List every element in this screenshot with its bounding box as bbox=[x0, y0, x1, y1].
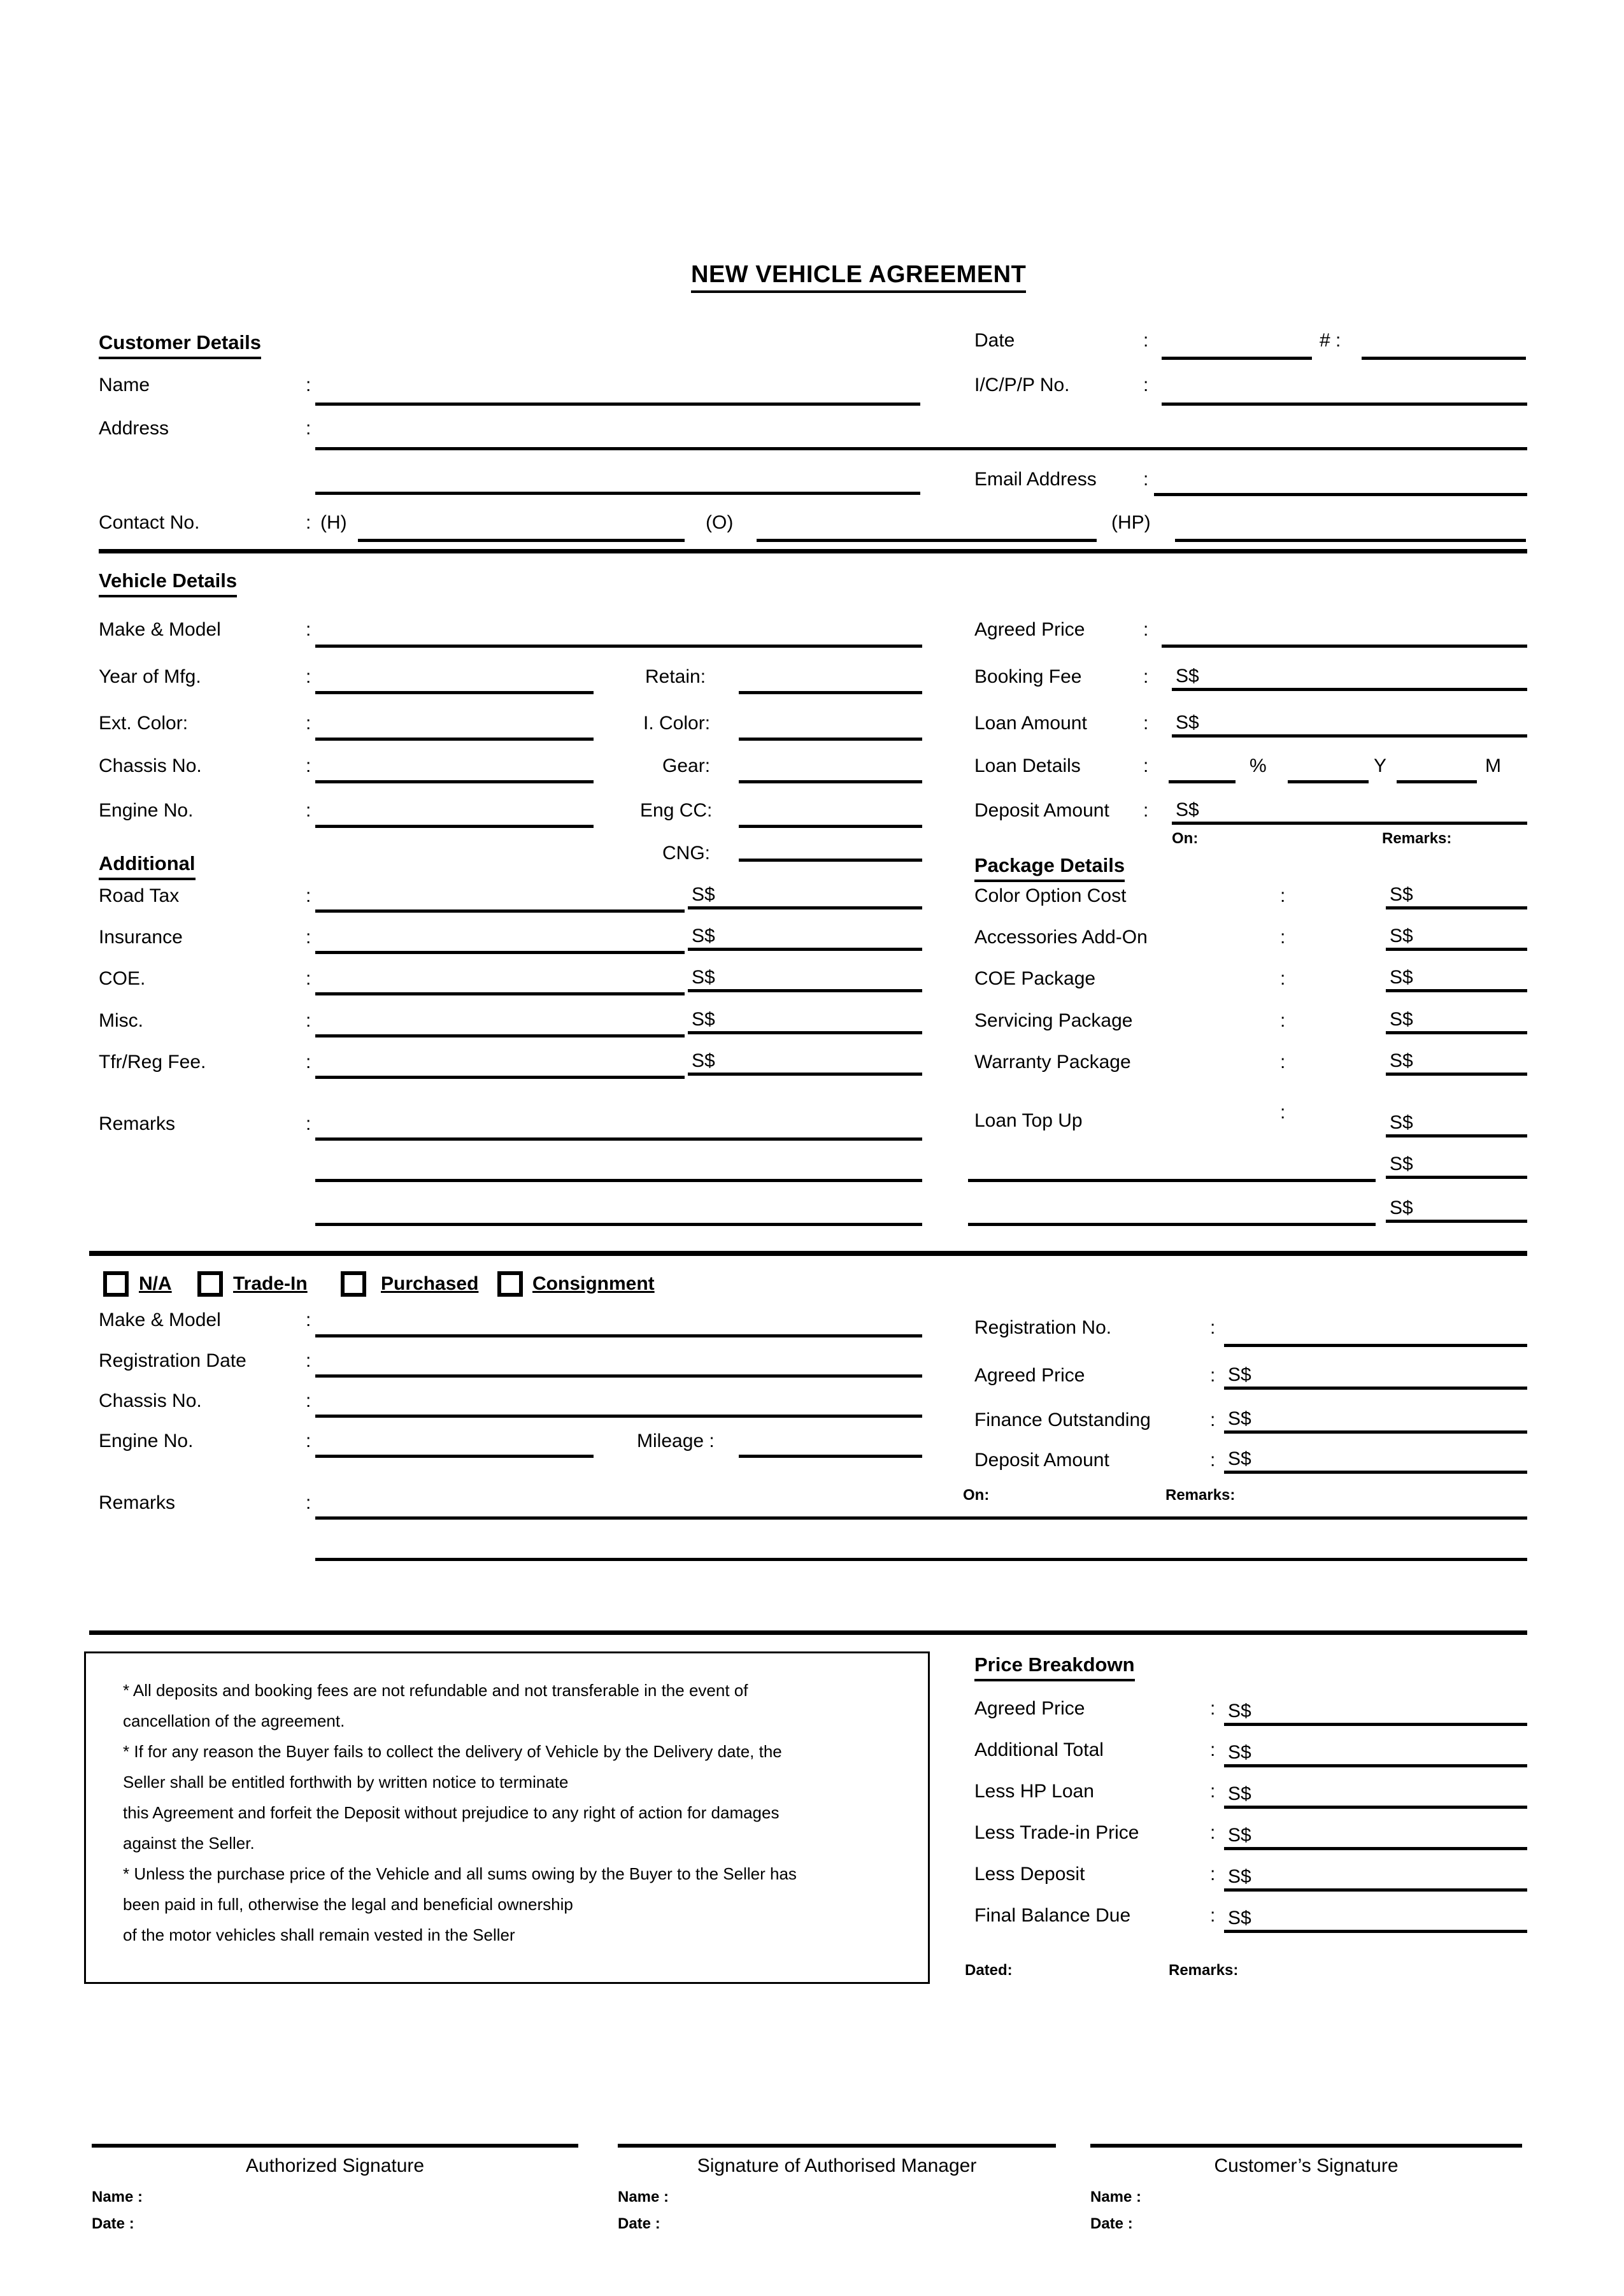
currency-prefix: S$ bbox=[1228, 1783, 1251, 1804]
colon: : bbox=[306, 374, 311, 396]
misc-label: Misc. bbox=[99, 1010, 143, 1031]
currency-prefix: S$ bbox=[1228, 1408, 1251, 1429]
bd-less-deposit-line[interactable] bbox=[1224, 1863, 1527, 1892]
colon: : bbox=[1210, 1864, 1216, 1885]
address-label: Address bbox=[99, 418, 169, 439]
bd-additional-total-label: Additional Total bbox=[974, 1739, 1104, 1760]
tradein-chassis-field-line[interactable] bbox=[315, 1415, 922, 1418]
currency-prefix: S$ bbox=[1176, 666, 1199, 687]
email-field-line[interactable] bbox=[1154, 493, 1527, 496]
terms-line: * Unless the purchase price of the Vehicle and all sums owing by the Buyer to the Seller has bbox=[123, 1864, 797, 1883]
terms-line: * If for any reason the Buyer fails to collect the delivery of Vehicle by the Delivery date, the bbox=[123, 1742, 782, 1761]
customer-signature-label: Customer’s Signature bbox=[1214, 2155, 1399, 2176]
name-label: Name bbox=[99, 374, 150, 396]
make-model-label: Make & Model bbox=[99, 619, 221, 640]
loan-years-field-line[interactable] bbox=[1288, 780, 1369, 783]
warranty-package-label: Warranty Package bbox=[974, 1052, 1131, 1073]
deposit-amount-field-line[interactable] bbox=[1172, 796, 1527, 825]
colon: : bbox=[306, 1113, 311, 1134]
tfr-reg-fee-label: Tfr/Reg Fee. bbox=[99, 1052, 206, 1073]
coe-package-line[interactable] bbox=[1386, 964, 1527, 992]
colon: : bbox=[306, 968, 311, 989]
tradein-remarks-row-label: Remarks bbox=[99, 1492, 176, 1513]
tradein-make-model-label: Make & Model bbox=[99, 1309, 221, 1330]
colon: : bbox=[306, 927, 311, 948]
package-details-heading: Package Details bbox=[974, 854, 1125, 882]
trade-in-checkbox[interactable] bbox=[197, 1271, 223, 1297]
package-extra-amount-line-1[interactable] bbox=[1386, 1150, 1527, 1179]
finance-outstanding-line[interactable] bbox=[1224, 1405, 1527, 1434]
office-phone-field-line[interactable] bbox=[757, 539, 1097, 542]
gear-label: Gear: bbox=[662, 755, 711, 776]
coe-label: COE. bbox=[99, 968, 146, 989]
tradein-on-label: On: bbox=[963, 1487, 990, 1504]
insurance-field-line[interactable] bbox=[315, 951, 685, 954]
authorized-signature-line[interactable] bbox=[92, 2144, 578, 2148]
retain-field-line[interactable] bbox=[739, 691, 922, 694]
address-field-line-2[interactable] bbox=[315, 492, 920, 495]
colon: : bbox=[306, 755, 311, 776]
currency-prefix: S$ bbox=[1228, 1742, 1251, 1763]
year-mfg-field-line[interactable] bbox=[315, 691, 594, 694]
currency-prefix: S$ bbox=[692, 967, 715, 988]
colon: : bbox=[1280, 1010, 1286, 1031]
page-title: NEW VEHICLE AGREEMENT bbox=[691, 261, 1026, 293]
retain-label: Retain: bbox=[645, 666, 706, 687]
agreed-price-label: Agreed Price bbox=[974, 619, 1085, 640]
currency-prefix: S$ bbox=[1228, 1701, 1251, 1722]
booking-fee-field-line[interactable] bbox=[1172, 662, 1527, 691]
colon: : bbox=[306, 800, 311, 821]
manager-signature-line[interactable] bbox=[618, 2144, 1056, 2148]
registration-no-label: Registration No. bbox=[974, 1317, 1112, 1338]
colon: : bbox=[306, 1350, 311, 1371]
bd-less-deposit-label: Less Deposit bbox=[974, 1864, 1085, 1885]
coe-amount-line[interactable] bbox=[688, 964, 922, 992]
home-phone-field-line[interactable] bbox=[358, 539, 685, 542]
colon: : bbox=[1280, 885, 1286, 906]
currency-prefix: S$ bbox=[1390, 925, 1413, 946]
currency-prefix: S$ bbox=[692, 1009, 715, 1030]
colon: : bbox=[306, 512, 311, 533]
bd-agreed-price-label: Agreed Price bbox=[974, 1698, 1085, 1719]
colon: : bbox=[1143, 619, 1149, 640]
sig-name-label: Name : bbox=[618, 2188, 669, 2206]
servicing-package-line[interactable] bbox=[1386, 1006, 1527, 1034]
terms-line: cancellation of the agreement. bbox=[123, 1711, 345, 1730]
years-label: Y bbox=[1374, 755, 1387, 776]
currency-prefix: S$ bbox=[1228, 1364, 1251, 1385]
colon: : bbox=[306, 713, 311, 734]
trade-in-checkbox-label: Trade-In bbox=[233, 1273, 308, 1294]
colon: : bbox=[1143, 713, 1149, 734]
section-divider bbox=[89, 1251, 1527, 1256]
na-checkbox[interactable] bbox=[103, 1271, 129, 1297]
color-option-cost-line[interactable] bbox=[1386, 881, 1527, 909]
sig-date-label: Date : bbox=[618, 2215, 660, 2232]
tradein-engine-field-line[interactable] bbox=[315, 1455, 594, 1458]
colon: : bbox=[306, 1052, 311, 1073]
sig-name-label: Name : bbox=[1090, 2188, 1142, 2206]
tradein-chassis-label: Chassis No. bbox=[99, 1390, 202, 1411]
currency-prefix: S$ bbox=[1390, 884, 1413, 905]
tradein-engine-label: Engine No. bbox=[99, 1430, 194, 1451]
currency-prefix: S$ bbox=[1390, 1153, 1413, 1174]
accessories-addon-line[interactable] bbox=[1386, 922, 1527, 951]
colon: : bbox=[1143, 330, 1149, 351]
icpp-field-line[interactable] bbox=[1162, 403, 1527, 406]
registration-date-label: Registration Date bbox=[99, 1350, 246, 1371]
bd-final-balance-label: Final Balance Due bbox=[974, 1905, 1131, 1926]
engine-field-line[interactable] bbox=[315, 825, 594, 828]
terms-and-conditions-box bbox=[84, 1651, 930, 1984]
tradein-remarks-label: Remarks: bbox=[1165, 1487, 1236, 1504]
customer-name-field-line[interactable] bbox=[315, 403, 920, 406]
loan-months-field-line[interactable] bbox=[1397, 780, 1477, 783]
make-model-field-line[interactable] bbox=[315, 645, 922, 648]
loan-percent-field-line[interactable] bbox=[1169, 780, 1236, 783]
agreed-price-field-line[interactable] bbox=[1162, 645, 1527, 648]
package-extra-field-line-2[interactable] bbox=[968, 1223, 1376, 1226]
bd-final-balance-line[interactable] bbox=[1224, 1904, 1527, 1933]
registration-date-field-line[interactable] bbox=[315, 1374, 922, 1378]
office-phone-label: (O) bbox=[706, 512, 734, 533]
road-tax-label: Road Tax bbox=[99, 885, 180, 906]
colon: : bbox=[306, 1492, 311, 1513]
ext-color-label: Ext. Color: bbox=[99, 713, 189, 734]
date-field-line[interactable] bbox=[1162, 357, 1312, 360]
customer-details-heading: Customer Details bbox=[99, 331, 261, 359]
additional-remarks-line-2[interactable] bbox=[315, 1179, 922, 1182]
currency-prefix: S$ bbox=[692, 1050, 715, 1071]
additional-heading: Additional bbox=[99, 852, 196, 880]
terms-line: Seller shall be entitled forthwith by written notice to terminate bbox=[123, 1772, 569, 1792]
deposit-remarks-label: Remarks: bbox=[1382, 830, 1452, 847]
currency-prefix: S$ bbox=[1176, 712, 1199, 733]
currency-prefix: S$ bbox=[1390, 1009, 1413, 1030]
colon: : bbox=[1210, 1317, 1216, 1338]
colon: : bbox=[306, 1010, 311, 1031]
section-divider bbox=[89, 1630, 1527, 1635]
agreement-number-field-line[interactable] bbox=[1362, 357, 1526, 360]
colon: : bbox=[1210, 1365, 1216, 1386]
additional-remarks-line-1[interactable] bbox=[315, 1137, 922, 1141]
percent-label: % bbox=[1250, 755, 1267, 776]
purchased-checkbox[interactable] bbox=[341, 1271, 366, 1297]
currency-prefix: S$ bbox=[1228, 1825, 1251, 1846]
tradein-remarks-line-1[interactable] bbox=[315, 1516, 1527, 1520]
road-tax-amount-line[interactable] bbox=[688, 881, 922, 909]
months-label: M bbox=[1485, 755, 1501, 776]
finance-outstanding-label: Finance Outstanding bbox=[974, 1409, 1151, 1430]
package-extra-amount-line-2[interactable] bbox=[1386, 1194, 1527, 1223]
colon: : bbox=[1280, 1102, 1286, 1123]
currency-prefix: S$ bbox=[692, 884, 715, 905]
bd-agreed-price-line[interactable] bbox=[1224, 1697, 1527, 1726]
terms-line: been paid in full, otherwise the legal and beneficial ownership bbox=[123, 1895, 573, 1914]
registration-no-field-line[interactable] bbox=[1224, 1344, 1527, 1347]
bd-additional-total-line[interactable] bbox=[1224, 1739, 1527, 1767]
misc-amount-line[interactable] bbox=[688, 1006, 922, 1034]
engine-label: Engine No. bbox=[99, 800, 194, 821]
loan-amount-label: Loan Amount bbox=[974, 713, 1087, 734]
currency-prefix: S$ bbox=[1390, 1050, 1413, 1071]
date-label: Date bbox=[974, 330, 1015, 351]
currency-prefix: S$ bbox=[1390, 1197, 1413, 1218]
colon: : bbox=[306, 885, 311, 906]
additional-remarks-label: Remarks bbox=[99, 1113, 176, 1134]
interior-color-field-line[interactable] bbox=[739, 738, 922, 741]
terms-line: of the motor vehicles shall remain vested in the Seller bbox=[123, 1925, 515, 1944]
price-breakdown-heading: Price Breakdown bbox=[974, 1653, 1135, 1681]
colon: : bbox=[1280, 1052, 1286, 1073]
terms-line: * All deposits and booking fees are not refundable and not transferable in the event of bbox=[123, 1681, 748, 1700]
loan-top-up-line[interactable] bbox=[1386, 1109, 1527, 1137]
colon: : bbox=[1210, 1739, 1216, 1760]
currency-prefix: S$ bbox=[1390, 967, 1413, 988]
coe-package-label: COE Package bbox=[974, 968, 1096, 989]
servicing-package-label: Servicing Package bbox=[974, 1010, 1133, 1031]
sig-name-label: Name : bbox=[92, 2188, 143, 2206]
deposit-amount-label: Deposit Amount bbox=[974, 800, 1109, 821]
bd-less-hp-loan-line[interactable] bbox=[1224, 1780, 1527, 1809]
bd-less-trade-in-line[interactable] bbox=[1224, 1822, 1527, 1850]
eng-cc-label: Eng CC: bbox=[640, 800, 713, 821]
warranty-package-line[interactable] bbox=[1386, 1047, 1527, 1076]
colon: : bbox=[306, 619, 311, 640]
colon: : bbox=[1143, 469, 1149, 490]
purchased-checkbox-label: Purchased bbox=[381, 1273, 479, 1294]
mileage-field-line[interactable] bbox=[739, 1455, 922, 1458]
bd-less-trade-in-label: Less Trade-in Price bbox=[974, 1822, 1139, 1843]
coe-field-line[interactable] bbox=[315, 992, 685, 995]
colon: : bbox=[1210, 1905, 1216, 1926]
colon: : bbox=[1210, 1409, 1216, 1430]
currency-prefix: S$ bbox=[1228, 1907, 1251, 1929]
currency-prefix: S$ bbox=[1176, 799, 1199, 820]
terms-line: this Agreement and forfeit the Deposit without prejudice to any right of action for damages bbox=[123, 1803, 780, 1822]
currency-prefix: S$ bbox=[1390, 1112, 1413, 1133]
colon: : bbox=[306, 666, 311, 687]
color-option-cost-label: Color Option Cost bbox=[974, 885, 1127, 906]
colon: : bbox=[306, 1430, 311, 1451]
dated-label: Dated: bbox=[965, 1962, 1013, 1979]
colon: : bbox=[1210, 1698, 1216, 1719]
insurance-label: Insurance bbox=[99, 927, 183, 948]
year-mfg-label: Year of Mfg. bbox=[99, 666, 201, 687]
loan-details-label: Loan Details bbox=[974, 755, 1081, 776]
currency-prefix: S$ bbox=[692, 925, 715, 946]
package-extra-field-line-1[interactable] bbox=[968, 1179, 1376, 1182]
ext-color-field-line[interactable] bbox=[315, 738, 594, 741]
tradein-agreed-price-line[interactable] bbox=[1224, 1361, 1527, 1390]
chassis-field-line[interactable] bbox=[315, 780, 594, 783]
colon: : bbox=[306, 418, 311, 439]
colon: : bbox=[306, 1390, 311, 1411]
colon: : bbox=[1143, 755, 1149, 776]
mileage-label: Mileage : bbox=[637, 1430, 715, 1451]
loan-top-up-label: Loan Top Up bbox=[974, 1110, 1083, 1131]
consignment-checkbox[interactable] bbox=[497, 1271, 523, 1297]
colon: : bbox=[1143, 666, 1149, 687]
bd-remarks-label: Remarks: bbox=[1169, 1962, 1239, 1979]
tfr-reg-fee-field-line[interactable] bbox=[315, 1076, 685, 1079]
tradein-deposit-label: Deposit Amount bbox=[974, 1450, 1109, 1471]
sig-date-label: Date : bbox=[92, 2215, 134, 2232]
icpp-label: I/C/P/P No. bbox=[974, 374, 1070, 396]
terms-line: against the Seller. bbox=[123, 1834, 255, 1853]
handphone-field-line[interactable] bbox=[1175, 539, 1526, 542]
additional-remarks-line-3[interactable] bbox=[315, 1223, 922, 1226]
cng-label: CNG: bbox=[662, 843, 710, 864]
cng-field-line[interactable] bbox=[739, 859, 922, 862]
vehicle-details-heading: Vehicle Details bbox=[99, 569, 237, 597]
currency-prefix: S$ bbox=[1228, 1866, 1251, 1887]
insurance-amount-line[interactable] bbox=[688, 922, 922, 951]
email-label: Email Address bbox=[974, 469, 1097, 490]
contact-label: Contact No. bbox=[99, 512, 200, 533]
colon: : bbox=[1280, 927, 1286, 948]
road-tax-field-line[interactable] bbox=[315, 909, 685, 913]
colon: : bbox=[1210, 1781, 1216, 1802]
bd-less-hp-loan-label: Less HP Loan bbox=[974, 1781, 1094, 1802]
address-field-line-1[interactable] bbox=[315, 447, 1527, 450]
loan-amount-field-line[interactable] bbox=[1172, 709, 1527, 738]
section-divider bbox=[99, 549, 1527, 553]
tradein-agreed-price-label: Agreed Price bbox=[974, 1365, 1085, 1386]
manager-signature-label: Signature of Authorised Manager bbox=[697, 2155, 977, 2176]
handphone-label: (HP) bbox=[1111, 512, 1151, 533]
tfr-reg-fee-amount-line[interactable] bbox=[688, 1047, 922, 1076]
chassis-label: Chassis No. bbox=[99, 755, 202, 776]
eng-cc-field-line[interactable] bbox=[739, 825, 922, 828]
na-checkbox-label: N/A bbox=[139, 1273, 172, 1294]
home-phone-label: (H) bbox=[320, 512, 347, 533]
colon: : bbox=[1210, 1822, 1216, 1843]
currency-prefix: S$ bbox=[1228, 1448, 1251, 1469]
customer-signature-line[interactable] bbox=[1090, 2144, 1522, 2148]
interior-color-label: I. Color: bbox=[643, 713, 711, 734]
deposit-on-label: On: bbox=[1172, 830, 1199, 847]
tradein-deposit-line[interactable] bbox=[1224, 1445, 1527, 1474]
accessories-addon-label: Accessories Add-On bbox=[974, 927, 1148, 948]
colon: : bbox=[1143, 374, 1149, 396]
colon: : bbox=[1280, 968, 1286, 989]
tradein-remarks-line-2[interactable] bbox=[315, 1558, 1527, 1561]
authorized-signature-label: Authorized Signature bbox=[245, 2155, 425, 2176]
gear-field-line[interactable] bbox=[739, 780, 922, 783]
tradein-make-model-field-line[interactable] bbox=[315, 1334, 922, 1337]
number-sign-label: # : bbox=[1320, 330, 1341, 351]
consignment-checkbox-label: Consignment bbox=[532, 1273, 655, 1294]
sig-date-label: Date : bbox=[1090, 2215, 1133, 2232]
misc-field-line[interactable] bbox=[315, 1034, 685, 1037]
colon: : bbox=[1143, 800, 1149, 821]
colon: : bbox=[306, 1309, 311, 1330]
colon: : bbox=[1210, 1450, 1216, 1471]
booking-fee-label: Booking Fee bbox=[974, 666, 1082, 687]
